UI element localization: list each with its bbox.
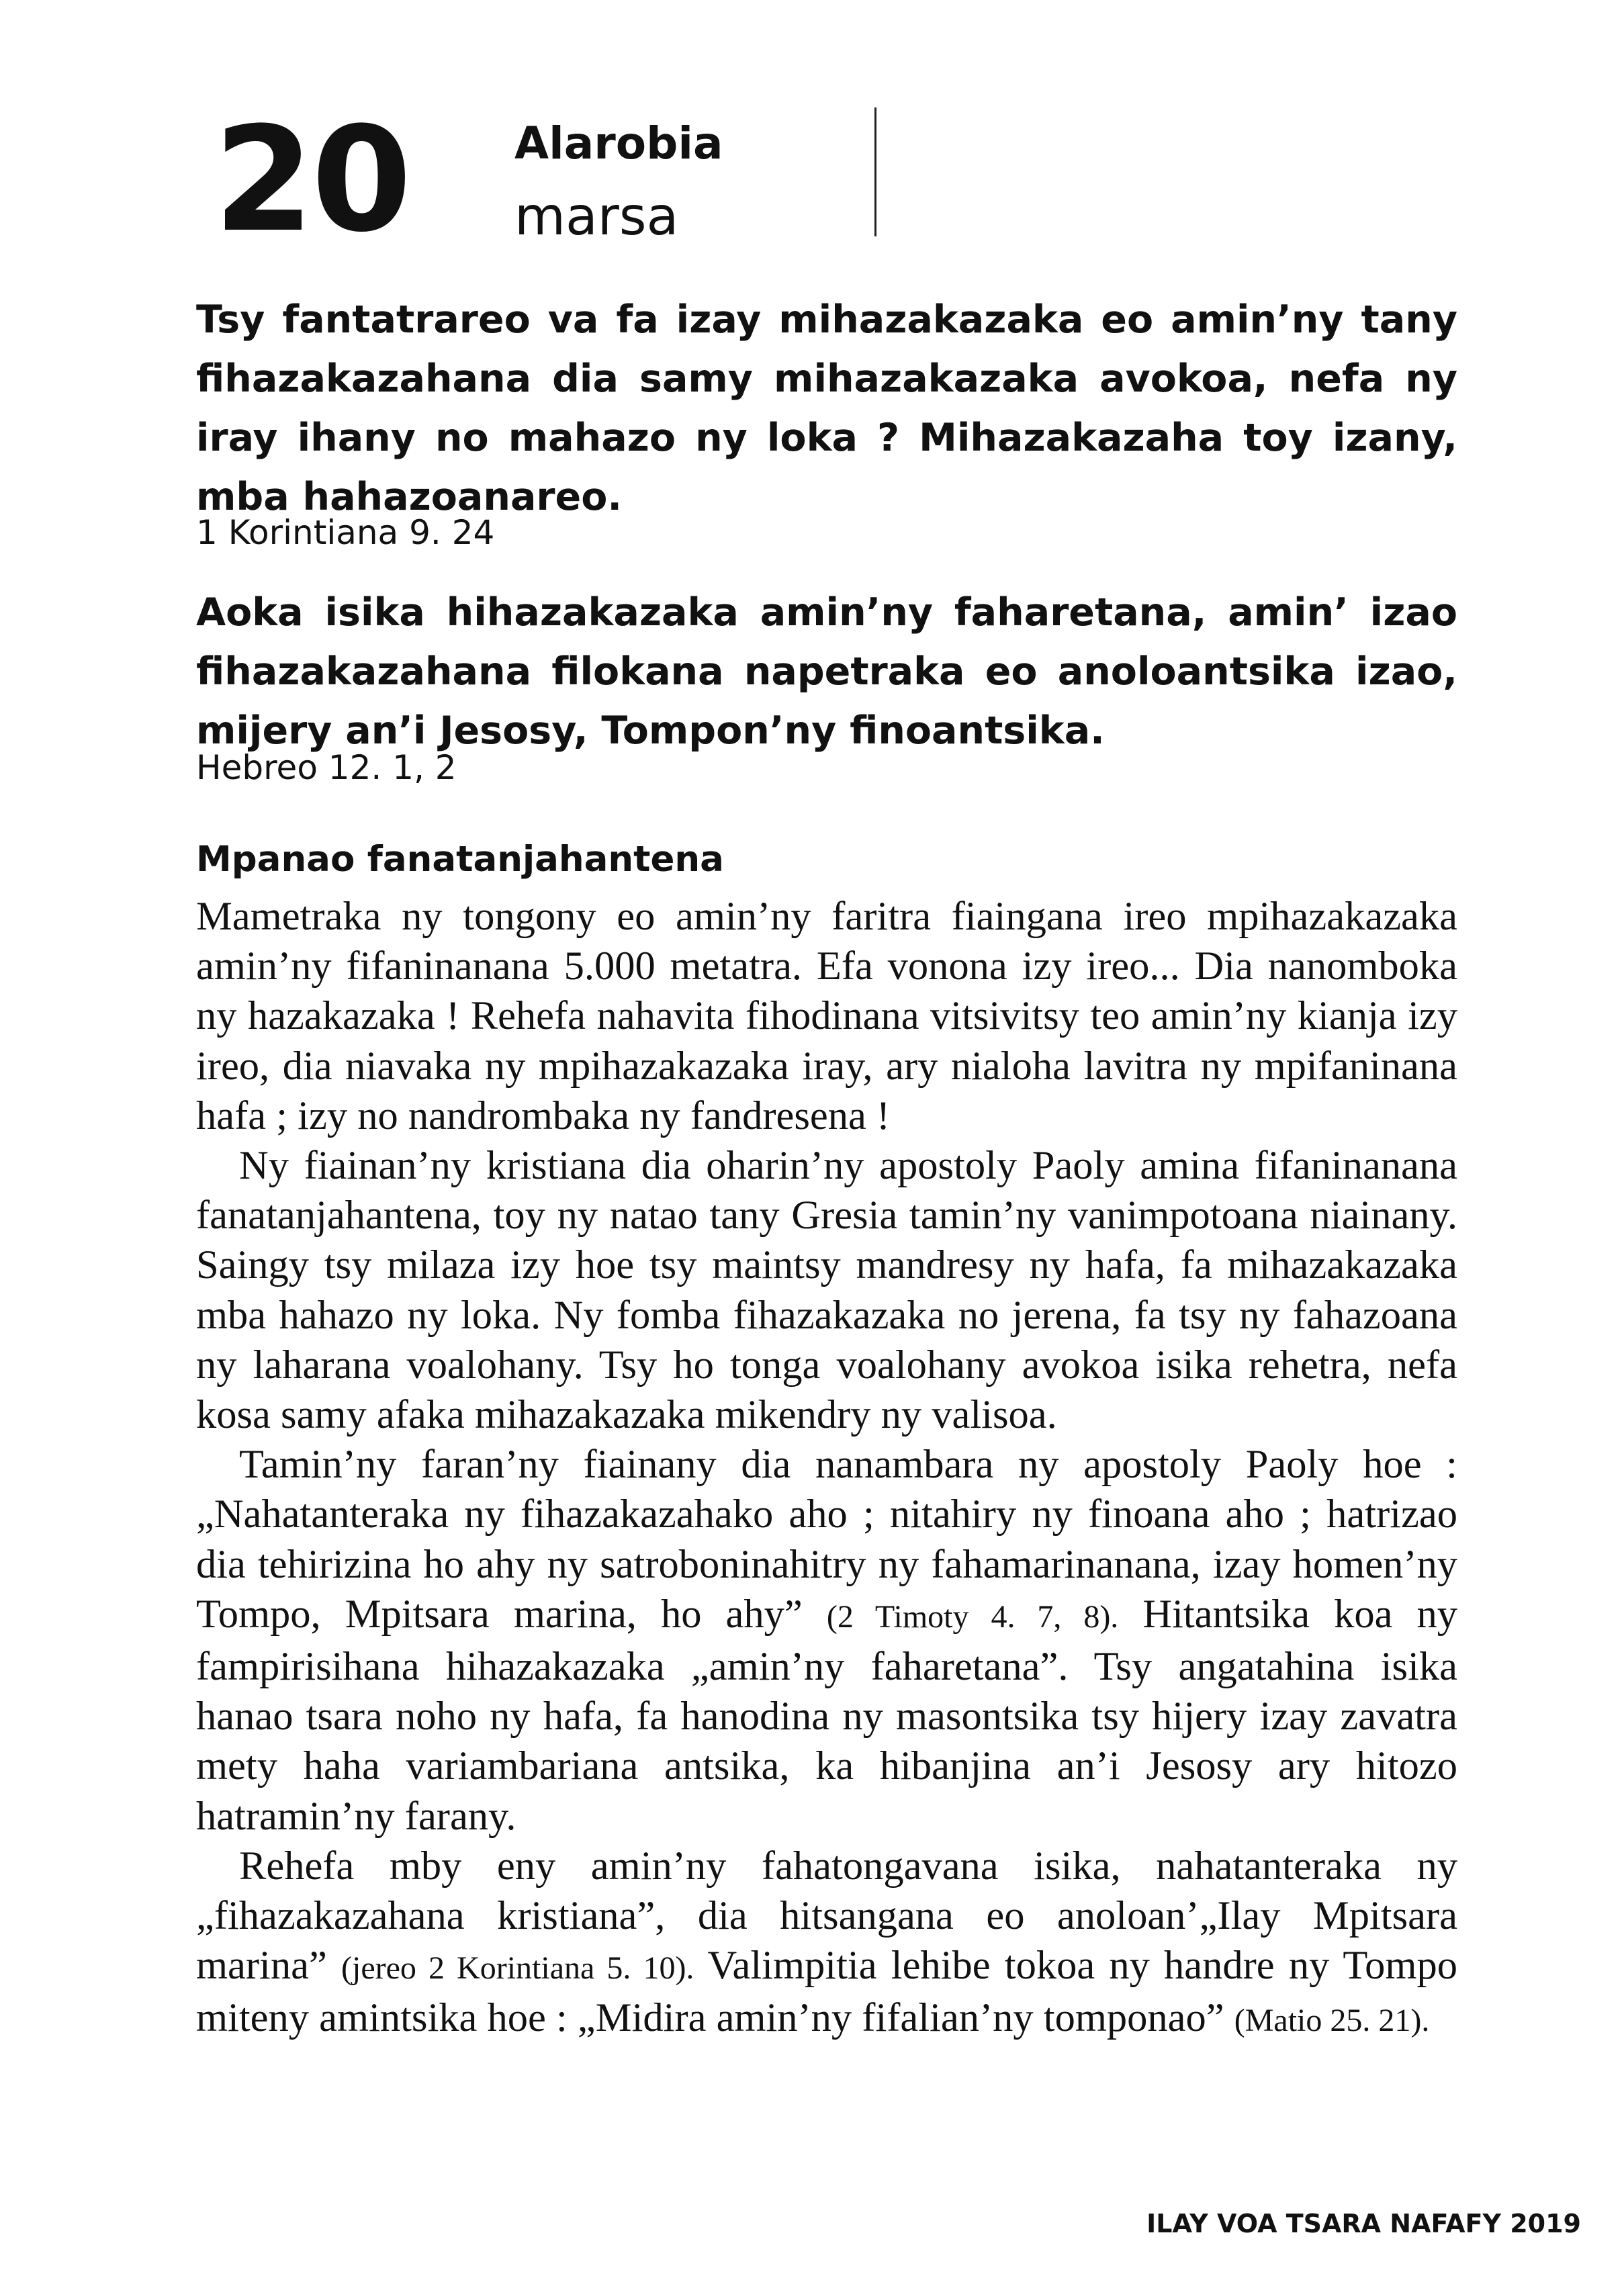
day-number: 20 xyxy=(214,95,410,264)
publication-footer: ILAY VOA TSARA NAFAFY 2019 xyxy=(1146,2209,1581,2238)
scripture-reference: (2 Timoty 4. 7, 8). xyxy=(826,1598,1119,1635)
scripture-reference: (Matio 25. 21). xyxy=(1234,2003,1430,2039)
paragraph-4-text-a: Rehefa mby eny amin’ny fahatongavana isika, nahatanteraka ny „fihazakazahana kristiana”, dia hitsangana eo anoloan’„Ilay Mpitsara marina” xyxy=(196,1843,1457,1989)
header-divider xyxy=(874,107,876,236)
month-label: marsa xyxy=(514,187,679,247)
meditation-title: Mpanao fanatanjahantena xyxy=(196,839,724,880)
weekday-label: Alarobia xyxy=(514,118,723,169)
paragraph-1: Mametraka ny tongony eo amin’ny faritra fiaingana ireo mpihazakazaka amin’ny fifaninanana 5.000 metatra. Efa vonona izy ireo... Dia nanomboka ny hazakazaka ! Rehefa nahavita fihodinana vitsivitsy teo amin’ny kianja izy ireo, dia niavaka ny mpihazakazaka iray, ary nialoha lavitra ny mpifaninana hafa ; izy no nandrombaka ny fandresena ! xyxy=(196,894,1457,1138)
scripture-reference: (jereo 2 Korintiana 5. 10). xyxy=(341,1950,694,1987)
paragraph-3-text-b: Hitantsika koa ny fampirisihana hihazakazaka „amin’ny faharetana”. Tsy angatahina isika hanao tsara noho ny hafa, fa hanodina ny masontsika tsy hijery izay zavatra mety haha variambariana antsika, ka hibanjina an’i Jesosy ary hitozo hatramin’ny farany. xyxy=(196,1591,1458,1839)
verse-reference-1: 1 Korintiana 9. 24 xyxy=(196,513,495,552)
paragraph-4 xyxy=(196,1841,1457,2046)
verse-reference-2: Hebreo 12. 1, 2 xyxy=(196,748,457,787)
paragraph-2: Ny fiainan’ny kristiana dia oharin’ny apostoly Paoly amina fifaninanana fanatanjahantena, toy ny natao tany Gresia tamin’ny vanimpotoana niainany. Saingy tsy milaza izy hoe tsy maintsy mandresy ny hafa, fa mihazakazaka mba hahazo ny loka. Ny fomba fihazakazaka no jerena, fa tsy ny fahazoana ny laharana voalohany. Tsy ho tonga voalohany avokoa isika rehetra, nefa kosa samy afaka mihazakazaka mikendry ny valisoa. xyxy=(196,1143,1457,1438)
meditation-body xyxy=(196,892,1457,2046)
bible-verse-2: Aoka isika hihazakazaka amin’ny faharetana, amin’ izao fihazakazahana filokana napetraka eo anoloantsika izao, mijery an’i Jesosy, Tompon’ny finoantsika. xyxy=(196,590,1457,753)
paragraph-3 xyxy=(196,1440,1457,1841)
bible-verse-1: Tsy fantatrareo va fa izay mihazakazaka eo amin’ny tany fihazakazahana dia samy mihazakazaka avokoa, nefa ny iray ihany no mahazo ny loka ? Mihazakazaha toy izany, mba hahazoanareo. xyxy=(196,298,1457,519)
paragraph-4-text-b: Valimpitia lehibe tokoa ny handre ny Tompo miteny amintsika hoe : „Midira amin’ny fifalian’ny tomponao” xyxy=(196,1943,1457,2041)
paragraph-3-text-a: Tamin’ny faran’ny fiainany dia nanambara ny apostoly Paoly hoe : „Nahatanteraka ny fihazakazahako aho ; nitahiry ny finoana aho ; hatrizao dia tehirizina ho ahy ny satroboninahitry ny fahamarinanana, izay homen’ny Tompo, Mpitsara marina, ho ahy” xyxy=(196,1442,1457,1637)
